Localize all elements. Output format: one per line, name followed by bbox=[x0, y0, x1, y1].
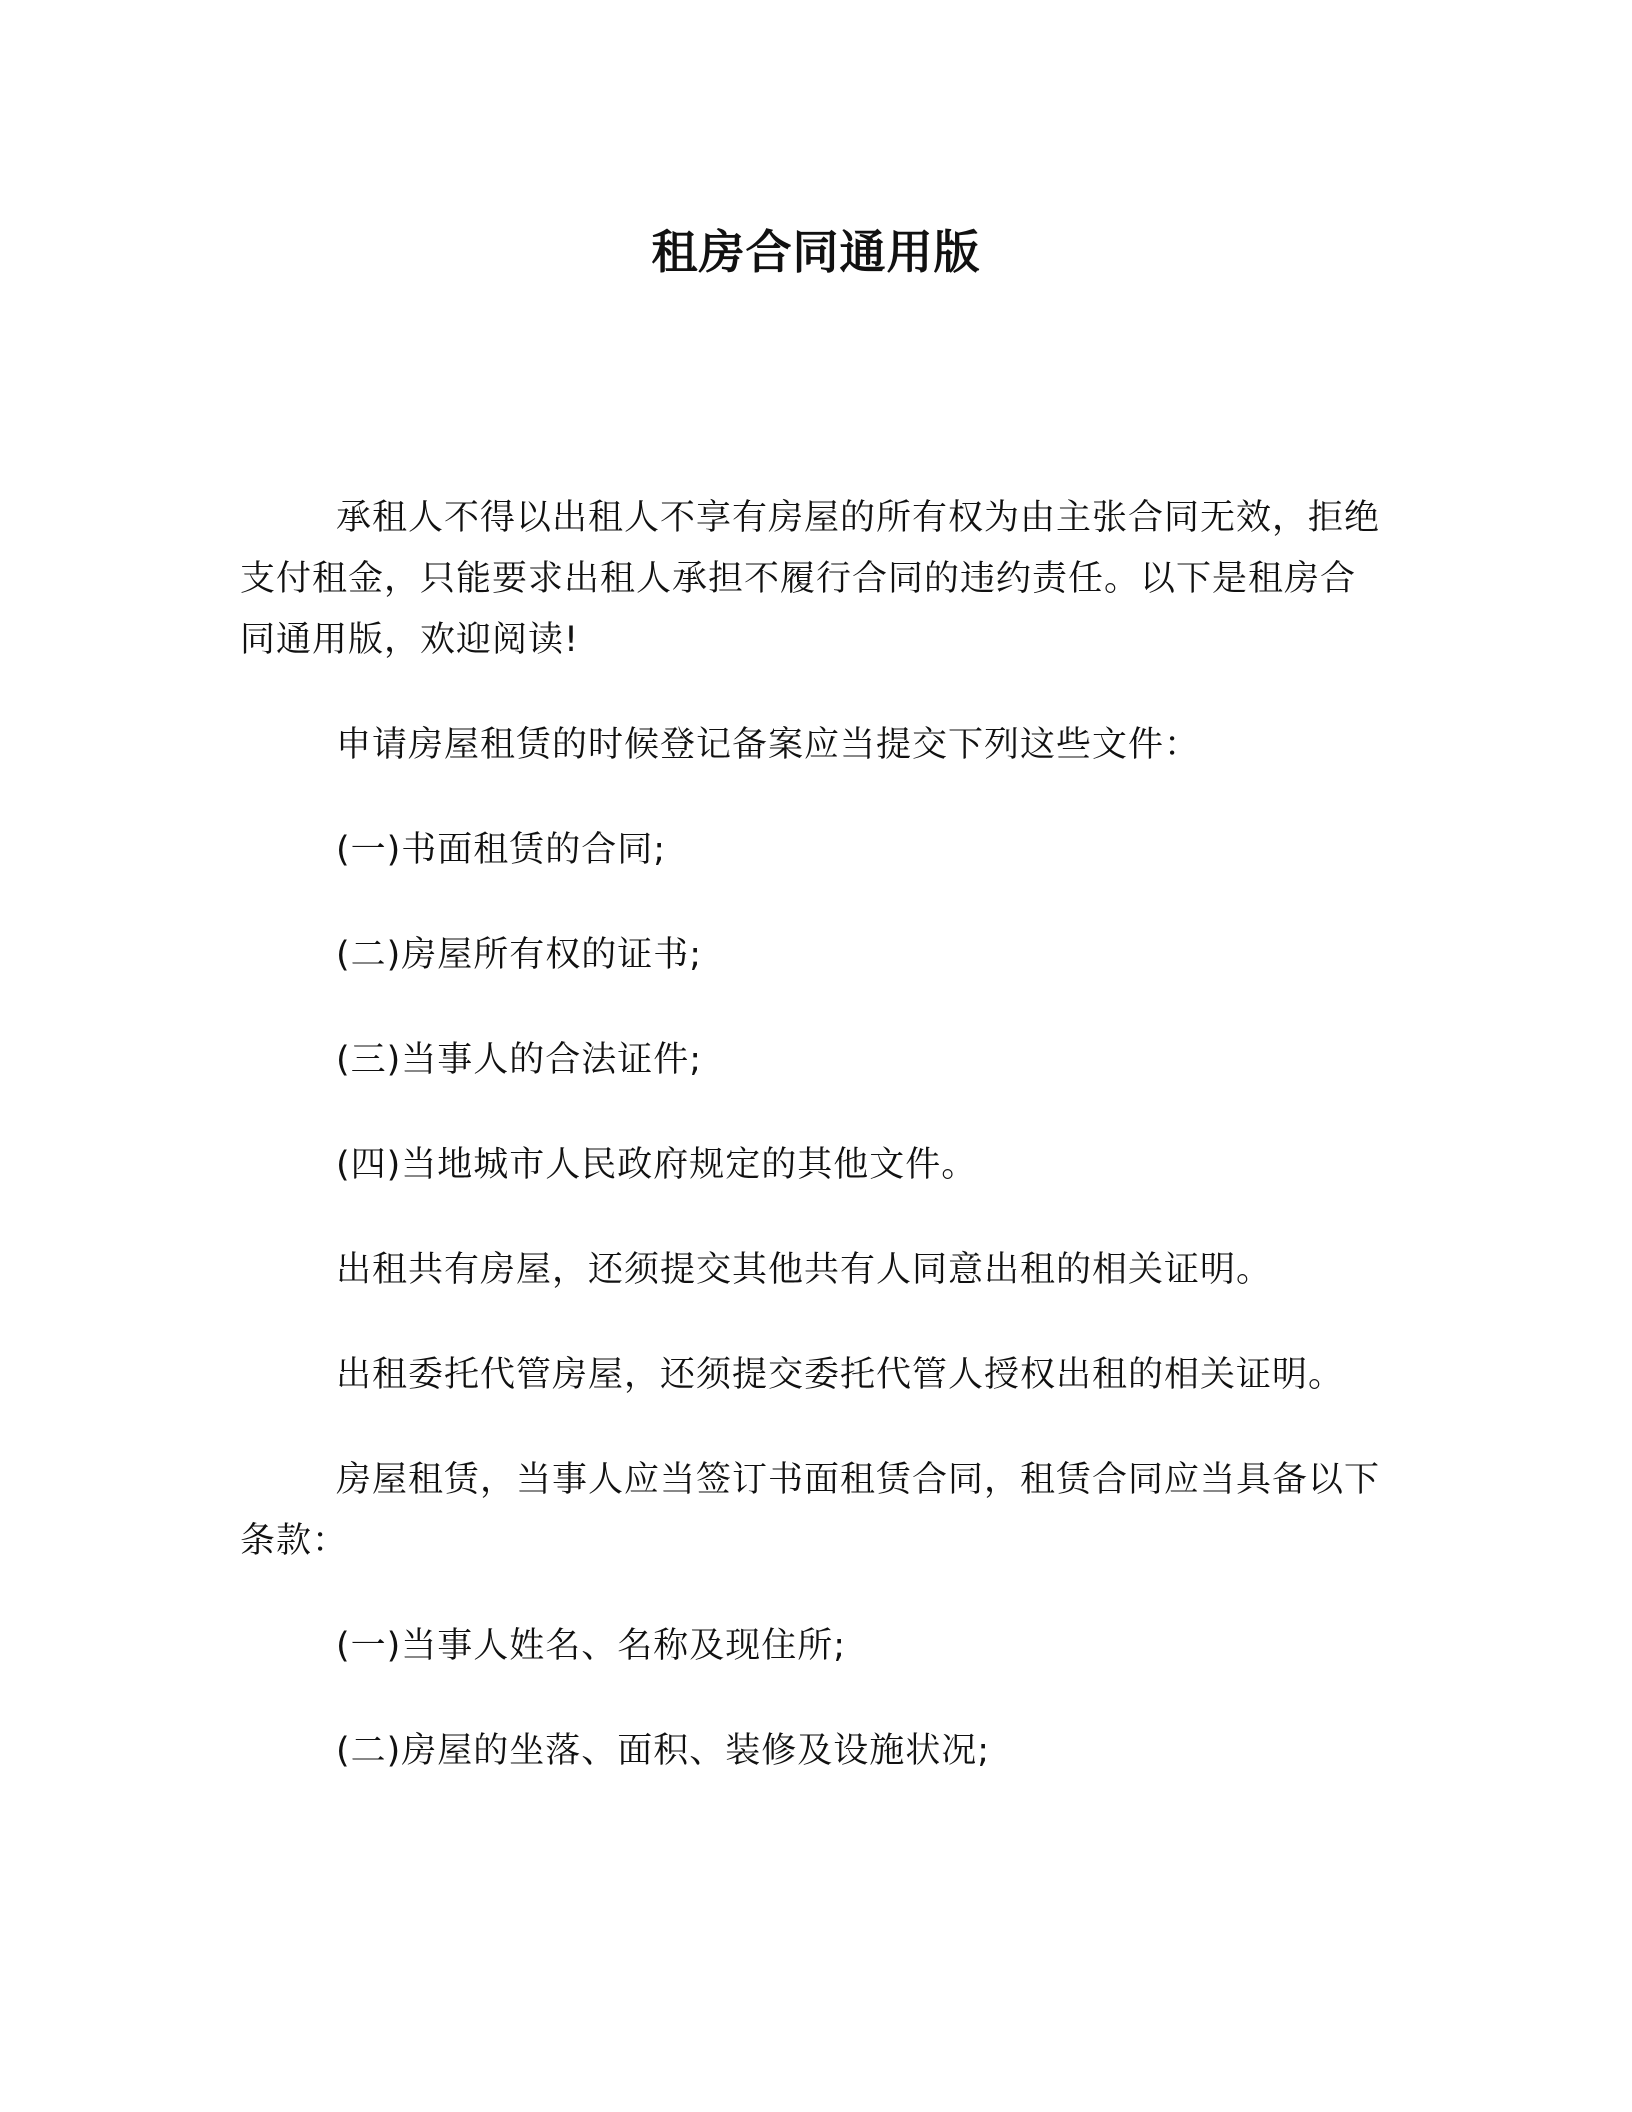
list-item: (三)当事人的合法证件; bbox=[336, 1040, 703, 1080]
paragraph-filing-requirements: 申请房屋租赁的时候登记备案应当提交下列这些文件： bbox=[336, 725, 1201, 765]
document-body bbox=[240, 488, 1385, 1826]
list-item: (二)房屋所有权的证书; bbox=[336, 935, 703, 975]
list-item: (一)当事人姓名、名称及现住所; bbox=[336, 1626, 847, 1666]
list-item: (一)书面租赁的合同; bbox=[336, 830, 667, 870]
list-item: (四)当地城市人民政府规定的其他文件。 bbox=[336, 1145, 978, 1185]
paragraph-contract-terms: 房屋租赁，当事人应当签订书面租赁合同，租赁合同应当具备以下条款： bbox=[240, 1460, 1381, 1561]
list-item: (二)房屋的坐落、面积、装修及设施状况; bbox=[336, 1731, 991, 1771]
paragraph-entrusted: 出租委托代管房屋，还须提交委托代管人授权出租的相关证明。 bbox=[336, 1355, 1345, 1395]
document-title: 租房合同通用版 bbox=[651, 225, 981, 279]
paragraph-co-owned: 出租共有房屋，还须提交其他共有人同意出租的相关证明。 bbox=[336, 1250, 1273, 1290]
paragraph-intro: 承租人不得以出租人不享有房屋的所有权为由主张合同无效，拒绝支付租金，只能要求出租人承担不履行合同的违约责任。以下是租房合同通用版，欢迎阅读! bbox=[240, 498, 1381, 660]
